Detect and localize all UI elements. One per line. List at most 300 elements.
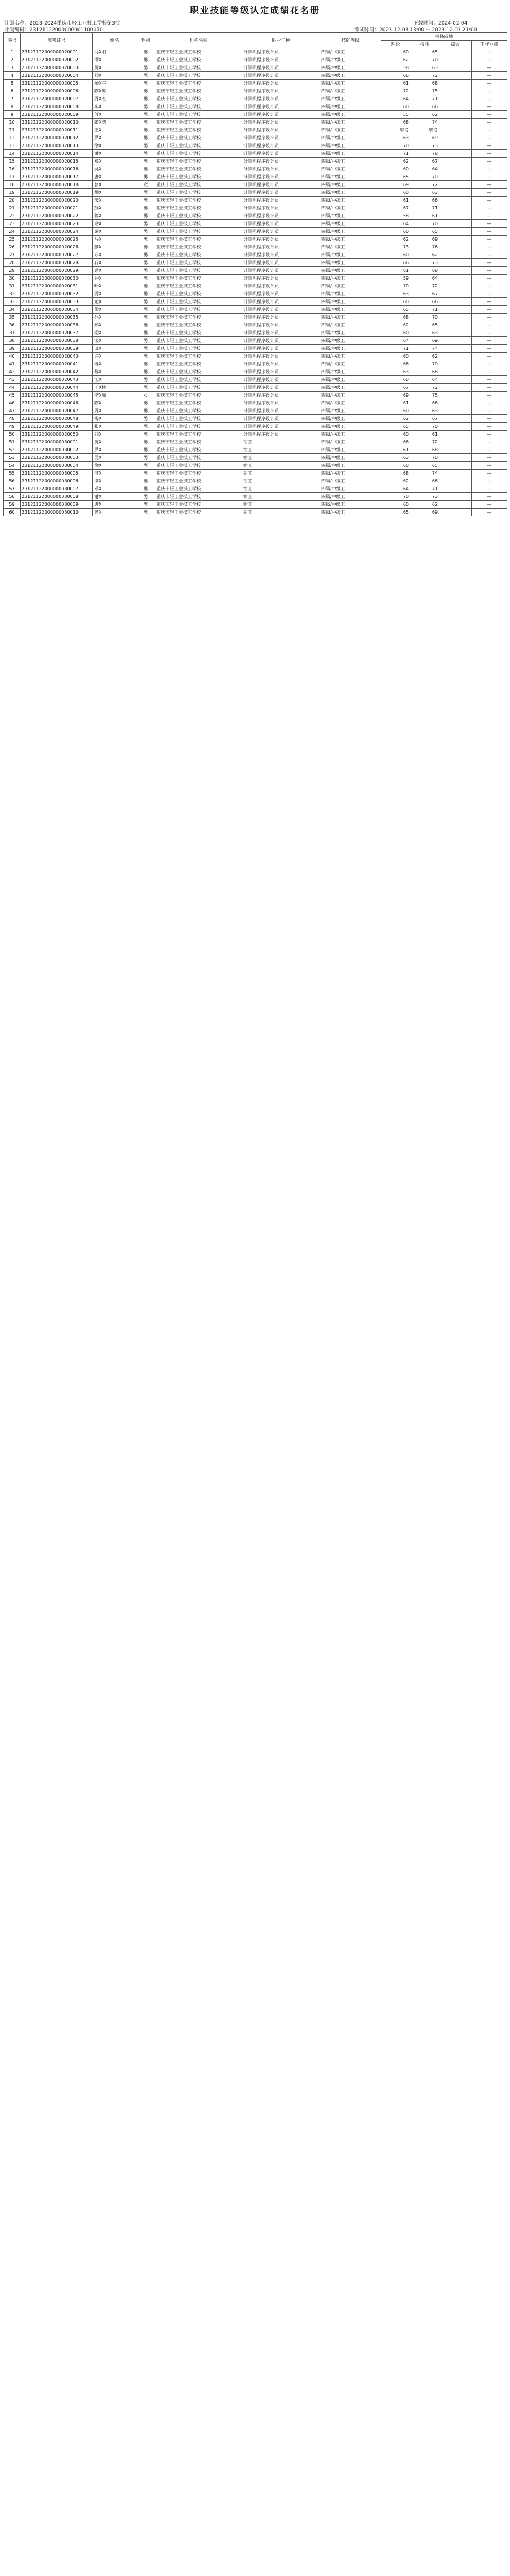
row-org: 重庆市轻工业技工学校 — [155, 165, 242, 173]
table-row — [4, 95, 507, 103]
row-level: 四级/中级工 — [320, 470, 381, 477]
table-row — [4, 228, 507, 236]
row-skill: 69 — [410, 236, 439, 243]
row-work: — — [472, 345, 507, 353]
row-occupation: 计算机程序设计员 — [242, 56, 320, 64]
row-skill: 74 — [410, 470, 439, 477]
row-name: 彭X — [93, 204, 136, 212]
row-occupation: 计算机程序设计员 — [242, 119, 320, 126]
row-level: 四级/中级工 — [320, 337, 381, 345]
row-org: 重庆市轻工业技工学校 — [155, 142, 242, 150]
row-work: — — [472, 181, 507, 189]
score-table — [3, 32, 507, 516]
row-sex: 男 — [136, 477, 155, 485]
table-row — [4, 64, 507, 72]
row-exam-no: 23121122000000020044 — [21, 384, 93, 392]
row-overall — [439, 423, 472, 431]
row-seq: 27 — [4, 251, 21, 259]
row-skill: 67 — [410, 290, 439, 298]
row-seq: 12 — [4, 134, 21, 142]
row-work: — — [472, 470, 507, 477]
row-occupation: 计算机程序设计员 — [242, 228, 320, 236]
row-sex: 男 — [136, 345, 155, 353]
row-level: 四级/中级工 — [320, 415, 381, 423]
row-name: 谭X — [93, 477, 136, 485]
row-work: — — [472, 454, 507, 462]
row-work: — — [472, 87, 507, 95]
row-sex: 男 — [136, 306, 155, 314]
row-occupation: 计算机程序设计员 — [242, 236, 320, 243]
row-name: 孙X — [93, 314, 136, 321]
row-sex: 男 — [136, 337, 155, 345]
row-sex: 男 — [136, 134, 155, 142]
row-occupation: 计算机程序设计员 — [242, 423, 320, 431]
plan-name-value: 2023-2024重庆市轻工业技工学校第3批 — [30, 21, 120, 26]
row-sex: 男 — [136, 267, 155, 275]
row-level: 四级/中级工 — [320, 220, 381, 228]
row-occupation: 钳工 — [242, 446, 320, 454]
row-occupation: 计算机程序设计员 — [242, 415, 320, 423]
row-skill: 76 — [410, 243, 439, 251]
header-org: 机构名称 — [155, 33, 242, 48]
row-exam-no: 23121122000000020006 — [21, 87, 93, 95]
row-theory: 64 — [381, 485, 410, 493]
row-sex: 男 — [136, 80, 155, 87]
row-exam-no: 23121122000000030001 — [21, 438, 93, 446]
row-exam-no: 23121122000000020002 — [21, 56, 93, 64]
row-org: 重庆市轻工业技工学校 — [155, 212, 242, 220]
row-seq: 8 — [4, 103, 21, 111]
table-row — [4, 306, 507, 314]
row-skill: 66 — [410, 399, 439, 407]
row-skill: 66 — [410, 298, 439, 306]
row-exam-no: 23121122000000020026 — [21, 243, 93, 251]
plan-name-label: 计划名称： — [4, 21, 30, 26]
row-name: 张X — [93, 423, 136, 431]
table-row — [4, 321, 507, 329]
row-work: — — [472, 111, 507, 119]
row-org: 重庆市轻工业技工学校 — [155, 158, 242, 165]
row-skill: 63 — [410, 329, 439, 337]
row-skill: 69 — [410, 134, 439, 142]
row-name: 龙X — [93, 298, 136, 306]
row-skill: 64 — [410, 376, 439, 384]
row-overall — [439, 275, 472, 282]
row-org: 重庆市轻工业技工学校 — [155, 462, 242, 470]
row-work: — — [472, 189, 507, 197]
row-theory: 65 — [381, 509, 410, 516]
row-org: 重庆市轻工业技工学校 — [155, 454, 242, 462]
row-sex: 男 — [136, 454, 155, 462]
row-exam-no: 23121122000000020037 — [21, 329, 93, 337]
row-theory: 55 — [381, 111, 410, 119]
row-skill: 70 — [410, 423, 439, 431]
row-org: 重庆市轻工业技工学校 — [155, 321, 242, 329]
row-work: — — [472, 126, 507, 134]
row-seq: 5 — [4, 80, 21, 87]
row-overall — [439, 446, 472, 454]
row-sex: 男 — [136, 329, 155, 337]
row-skill: 61 — [410, 431, 439, 438]
row-theory: 60 — [381, 501, 410, 509]
row-org: 重庆市轻工业技工学校 — [155, 415, 242, 423]
row-theory: 63 — [381, 454, 410, 462]
row-org: 重庆市轻工业技工学校 — [155, 150, 242, 158]
row-org: 重庆市轻工业技工学校 — [155, 220, 242, 228]
row-seq: 46 — [4, 399, 21, 407]
row-level: 四级/中级工 — [320, 134, 381, 142]
table-row — [4, 423, 507, 431]
row-name: 马X — [93, 236, 136, 243]
row-exam-no: 23121122000000020028 — [21, 259, 93, 267]
row-sex: 男 — [136, 446, 155, 454]
row-overall — [439, 165, 472, 173]
row-overall — [439, 197, 472, 204]
row-overall — [439, 228, 472, 236]
row-overall — [439, 251, 472, 259]
row-seq: 3 — [4, 64, 21, 72]
row-org: 重庆市轻工业技工学校 — [155, 337, 242, 345]
row-exam-no: 23121122000000020018 — [21, 181, 93, 189]
row-exam-no: 23121122000000020009 — [21, 111, 93, 119]
row-work: — — [472, 56, 507, 64]
row-org: 重庆市轻工业技工学校 — [155, 267, 242, 275]
row-sex: 男 — [136, 298, 155, 306]
row-sex: 男 — [136, 87, 155, 95]
row-level: 四级/中级工 — [320, 64, 381, 72]
row-exam-no: 23121122000000020036 — [21, 321, 93, 329]
row-exam-no: 23121122000000020029 — [21, 267, 93, 275]
row-org: 重庆市轻工业技工学校 — [155, 111, 242, 119]
row-sex: 男 — [136, 251, 155, 259]
row-seq: 20 — [4, 197, 21, 204]
row-occupation: 计算机程序设计员 — [242, 399, 320, 407]
row-org: 重庆市轻工业技工学校 — [155, 376, 242, 384]
table-header — [4, 33, 507, 48]
row-work: — — [472, 158, 507, 165]
row-work: — — [472, 360, 507, 368]
row-seq: 56 — [4, 477, 21, 485]
row-skill: 71 — [410, 204, 439, 212]
row-exam-no: 23121122000000020001 — [21, 48, 93, 56]
row-org: 重庆市轻工业技工学校 — [155, 119, 242, 126]
row-overall — [439, 220, 472, 228]
row-sex: 男 — [136, 407, 155, 415]
table-row — [4, 368, 507, 376]
row-name: 叶X — [93, 282, 136, 290]
row-theory: 63 — [381, 134, 410, 142]
row-exam-no: 23121122000000030002 — [21, 446, 93, 454]
row-exam-no: 23121122000000020003 — [21, 64, 93, 72]
row-sex: 男 — [136, 360, 155, 368]
row-sex: 男 — [136, 368, 155, 376]
row-seq: 18 — [4, 181, 21, 189]
row-level: 四级/中级工 — [320, 236, 381, 243]
row-exam-no: 23121122000000020039 — [21, 345, 93, 353]
row-theory: 60 — [381, 329, 410, 337]
row-org: 重庆市轻工业技工学校 — [155, 438, 242, 446]
row-sex: 男 — [136, 493, 155, 501]
row-seq: 52 — [4, 446, 21, 454]
row-work: — — [472, 407, 507, 415]
row-work: — — [472, 275, 507, 282]
row-exam-no: 23121122000000020031 — [21, 282, 93, 290]
row-name: 钟X — [93, 275, 136, 282]
row-overall — [439, 360, 472, 368]
row-theory: 60 — [381, 189, 410, 197]
row-theory: 70 — [381, 142, 410, 150]
row-skill: 73 — [410, 493, 439, 501]
row-occupation: 计算机程序设计员 — [242, 282, 320, 290]
row-occupation: 计算机程序设计员 — [242, 48, 320, 56]
row-seq: 23 — [4, 220, 21, 228]
row-skill: 72 — [410, 282, 439, 290]
row-sex: 男 — [136, 142, 155, 150]
table-row — [4, 72, 507, 80]
row-name: 刘X — [93, 431, 136, 438]
row-skill: 68 — [410, 368, 439, 376]
table-row — [4, 243, 507, 251]
row-name: 谭X — [93, 56, 136, 64]
row-level: 四级/中级工 — [320, 158, 381, 165]
row-overall — [439, 431, 472, 438]
row-theory: 62 — [381, 321, 410, 329]
row-seq: 33 — [4, 298, 21, 306]
row-work: — — [472, 119, 507, 126]
row-level: 四级/中级工 — [320, 399, 381, 407]
row-name: 黄X — [93, 64, 136, 72]
row-org: 重庆市轻工业技工学校 — [155, 204, 242, 212]
row-skill: 67 — [410, 158, 439, 165]
row-occupation: 计算机程序设计员 — [242, 431, 320, 438]
row-occupation: 计算机程序设计员 — [242, 306, 320, 314]
row-overall — [439, 150, 472, 158]
row-name: 熊X — [93, 306, 136, 314]
row-overall — [439, 477, 472, 485]
row-occupation: 计算机程序设计员 — [242, 251, 320, 259]
row-occupation: 钳工 — [242, 509, 320, 516]
row-skill: 75 — [410, 87, 439, 95]
row-seq: 36 — [4, 321, 21, 329]
row-exam-no: 23121122000000030005 — [21, 470, 93, 477]
row-work: — — [472, 95, 507, 103]
table-row — [4, 431, 507, 438]
row-seq: 42 — [4, 368, 21, 376]
row-overall — [439, 493, 472, 501]
row-exam-no: 23121122000000020034 — [21, 306, 93, 314]
row-theory: 70 — [381, 493, 410, 501]
row-work: — — [472, 220, 507, 228]
row-org: 重庆市轻工业技工学校 — [155, 64, 242, 72]
row-name: 石X — [93, 259, 136, 267]
row-sex: 男 — [136, 259, 155, 267]
row-level: 四级/中级工 — [320, 314, 381, 321]
row-exam-no: 23121122000000020010 — [21, 119, 93, 126]
row-work: — — [472, 142, 507, 150]
row-exam-no: 23121122000000020013 — [21, 142, 93, 150]
table-row — [4, 290, 507, 298]
row-overall — [439, 204, 472, 212]
row-org: 重庆市轻工业技工学校 — [155, 48, 242, 56]
table-row — [4, 267, 507, 275]
row-overall — [439, 103, 472, 111]
row-name: 余X — [93, 220, 136, 228]
row-name: 罗X — [93, 446, 136, 454]
row-level: 四级/中级工 — [320, 384, 381, 392]
row-work: — — [472, 251, 507, 259]
row-name: 冯X明 — [93, 48, 136, 56]
row-theory: 70 — [381, 282, 410, 290]
row-seq: 22 — [4, 212, 21, 220]
row-theory: 60 — [381, 165, 410, 173]
row-overall — [439, 415, 472, 423]
row-seq: 26 — [4, 243, 21, 251]
row-org: 重庆市轻工业技工学校 — [155, 197, 242, 204]
table-row — [4, 407, 507, 415]
row-work: — — [472, 72, 507, 80]
row-level: 四级/中级工 — [320, 111, 381, 119]
row-sex: 男 — [136, 165, 155, 173]
row-exam-no: 23121122000000020040 — [21, 353, 93, 360]
row-sex: 男 — [136, 64, 155, 72]
row-theory: 68 — [381, 314, 410, 321]
row-seq: 60 — [4, 509, 21, 516]
table-row — [4, 142, 507, 150]
table-body — [4, 48, 507, 516]
row-overall — [439, 321, 472, 329]
row-exam-no: 23121122000000020048 — [21, 415, 93, 423]
table-row — [4, 212, 507, 220]
row-skill: 63 — [410, 189, 439, 197]
row-exam-no: 23121122000000020008 — [21, 103, 93, 111]
row-exam-no: 23121122000000020017 — [21, 173, 93, 181]
row-level: 四级/中级工 — [320, 407, 381, 415]
row-theory: 缺考 — [381, 126, 410, 134]
row-work: — — [472, 236, 507, 243]
row-work: — — [472, 173, 507, 181]
row-sex: 男 — [136, 353, 155, 360]
row-name: 李X — [93, 103, 136, 111]
row-org: 重庆市轻工业技工学校 — [155, 228, 242, 236]
row-org: 重庆市轻工业技工学校 — [155, 103, 242, 111]
row-occupation: 计算机程序设计员 — [242, 212, 320, 220]
row-org: 重庆市轻工业技工学校 — [155, 368, 242, 376]
row-theory: 73 — [381, 243, 410, 251]
row-name: 唐X — [93, 501, 136, 509]
table-row — [4, 158, 507, 165]
row-exam-no: 23121122000000030008 — [21, 493, 93, 501]
row-overall — [439, 337, 472, 345]
row-work: — — [472, 384, 507, 392]
row-occupation: 计算机程序设计员 — [242, 243, 320, 251]
row-work: — — [472, 485, 507, 493]
row-theory: 59 — [381, 275, 410, 282]
table-row — [4, 415, 507, 423]
row-exam-no: 23121122000000020043 — [21, 376, 93, 384]
table-row — [4, 470, 507, 477]
header-occupation: 职业工种 — [242, 33, 320, 48]
table-row — [4, 220, 507, 228]
row-org: 重庆市轻工业技工学校 — [155, 282, 242, 290]
row-overall — [439, 119, 472, 126]
row-org: 重庆市轻工业技工学校 — [155, 290, 242, 298]
row-org: 重庆市轻工业技工学校 — [155, 493, 242, 501]
header-score-group: 考核成绩 — [381, 33, 507, 41]
row-exam-no: 23121122000000020042 — [21, 368, 93, 376]
row-level: 四级/中级工 — [320, 103, 381, 111]
table-row — [4, 259, 507, 267]
row-org: 重庆市轻工业技工学校 — [155, 446, 242, 454]
row-sex: 男 — [136, 103, 155, 111]
row-sex: 男 — [136, 290, 155, 298]
row-overall — [439, 462, 472, 470]
row-org: 重庆市轻工业技工学校 — [155, 353, 242, 360]
row-sex: 男 — [136, 212, 155, 220]
row-org: 重庆市轻工业技工学校 — [155, 470, 242, 477]
plan-code-value: 23121122000000001100070 — [30, 27, 103, 33]
print-time-label: 下载时间： — [413, 21, 439, 26]
row-name: 吴X — [93, 165, 136, 173]
row-level: 四级/中级工 — [320, 360, 381, 368]
row-overall — [439, 142, 472, 150]
row-skill: 66 — [410, 103, 439, 111]
table-row — [4, 337, 507, 345]
row-seq: 38 — [4, 337, 21, 345]
row-skill: 67 — [410, 415, 439, 423]
row-exam-no: 23121122000000020024 — [21, 228, 93, 236]
row-name: 谢X — [93, 493, 136, 501]
row-level: 四级/中级工 — [320, 126, 381, 134]
row-theory: 64 — [381, 95, 410, 103]
table-row — [4, 80, 507, 87]
row-level: 四级/中级工 — [320, 204, 381, 212]
row-exam-no: 23121122000000030004 — [21, 462, 93, 470]
row-org: 重庆市轻工业技工学校 — [155, 306, 242, 314]
row-work: — — [472, 282, 507, 290]
table-row — [4, 150, 507, 158]
row-exam-no: 23121122000000020049 — [21, 423, 93, 431]
table-row — [4, 493, 507, 501]
row-sex: 男 — [136, 111, 155, 119]
row-skill: 72 — [410, 72, 439, 80]
table-row — [4, 282, 507, 290]
row-theory: 67 — [381, 204, 410, 212]
table-row — [4, 438, 507, 446]
row-name: 梁X — [93, 329, 136, 337]
row-occupation: 计算机程序设计员 — [242, 72, 320, 80]
row-org: 重庆市轻工业技工学校 — [155, 360, 242, 368]
row-work: — — [472, 337, 507, 345]
row-theory: 62 — [381, 56, 410, 64]
row-seq: 25 — [4, 236, 21, 243]
row-overall — [439, 126, 472, 134]
table-row — [4, 173, 507, 181]
row-sex: 男 — [136, 220, 155, 228]
row-seq: 11 — [4, 126, 21, 134]
row-work: — — [472, 103, 507, 111]
row-occupation: 计算机程序设计员 — [242, 150, 320, 158]
row-level: 四级/中级工 — [320, 477, 381, 485]
row-occupation: 计算机程序设计员 — [242, 197, 320, 204]
row-name: 冉X — [93, 360, 136, 368]
row-work: — — [472, 477, 507, 485]
row-skill: 74 — [410, 119, 439, 126]
table-row — [4, 509, 507, 516]
row-overall — [439, 368, 472, 376]
row-occupation: 计算机程序设计员 — [242, 158, 320, 165]
row-seq: 31 — [4, 282, 21, 290]
row-work: — — [472, 306, 507, 314]
